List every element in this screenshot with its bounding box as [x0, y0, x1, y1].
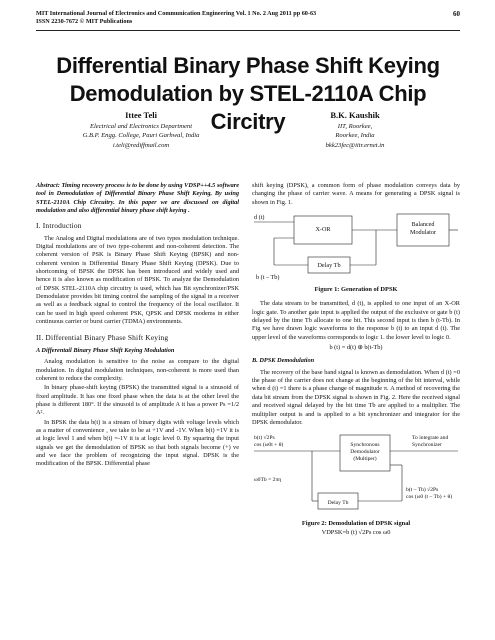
fig1-input-label: d (t) — [254, 214, 265, 222]
fig2-delay-label: Delay Tb — [327, 500, 349, 507]
fig1-xor-label: X-OR — [315, 226, 331, 234]
equation: b (t) = d(t) ⊕ b(t-Tb) — [329, 344, 383, 352]
left-column — [36, 182, 239, 470]
journal-header — [36, 10, 460, 26]
body-paragraph: The data stream to be transmitted, d (t), is applied to one input of an X-OR logic gate. To another gate input is applied the output of the exclusive or gate b (t) delayed by the time Tb allocate to one bit. This second input is then b (t-Tb). In Fig we have drawn logic waveforms to the response b (t) to an input d (t). The upper level of the waveforms corresponds to logic 1. the lower level to logic 0. — [252, 300, 460, 341]
fig2-block-label: (Multiper) — [353, 456, 377, 463]
fig1-feedback-label: b (t – Tb) — [256, 274, 280, 282]
author-dept: Electrical and Electronics Department — [89, 122, 193, 130]
fig2-condition-label: ω0Tb = 2πη — [254, 477, 282, 484]
figure-1-dpsk-generator — [252, 210, 460, 298]
fig2-block-label: Synchronous — [350, 442, 380, 449]
fig2-input-label: b(t) √2Ps — [254, 435, 275, 442]
body-paragraph: In binary phase-shift keying (BPSK) the transmitted signal is a sinusoid of fixed amplitude. It has one fixed phase when the data is at the other level the phase is different 180°. If the sinusoid is of amplitude A it has a power Ps =1/2 A². — [36, 384, 239, 417]
fig2-delayed-label: cos (ω0 (t – Tb) + θ) — [406, 494, 453, 501]
body-paragraph: Analog modulation is sensitive to the noise as compare to the digital modulation. In digital modulation techniques, non-coherent is more used than coherent to reduce the complexity. — [36, 358, 239, 382]
author-org: G.B.P. Engg. College, Pauri Garhwal, India — [82, 132, 200, 139]
title-line-1: Differential Binary Phase Shift Keying — [56, 53, 440, 78]
author-block-2 — [250, 111, 460, 150]
page-number: 60 — [453, 10, 460, 18]
body-paragraph: shift keying (DPSK), a common form of phase modulation conveys data by changing the phase of carrier wave. A means for generating a DPSK signal is shown in Fig. 1. — [252, 182, 460, 206]
author-dept: IIT, Roorkee, — [337, 122, 373, 130]
author-email: i.teli@rediffmail.com — [112, 141, 170, 149]
body-paragraph: The recovery of the base band signal is known as demodulation. When d (t) =0 the phase of the carrier does not change at the beginning of the bit interval, while when d (t) =1 there is a phase change of magnitude π. A method of recovering the data bit stream from the DPSK signal is shown in Fig. 2. Here the received signal and received signal delayed by the bit time Tb are applied to a multiplier. The multiplier output is and is applied to a bit synchronizer and integrator for the DPSK demodulator. — [252, 368, 460, 426]
author-email: bkk23fec@iitr.ernet.in — [325, 141, 385, 149]
journal-citation: MIT International Journal of Electronics and Communication Engineering Vol. 1 No. 2 Aug 2011 pp 60-63 — [36, 10, 317, 17]
intro-paragraph: The Analog and Digital modulations are of two types modulation technique. Digital modulations are of two type-coherent and non-coherent detection. The coherent version of PSK is Binary Phase Shift Keying (BPSK) and non-coherent version is Differential Binary Phase Shift Keying (DPSK). Due to shortcoming of BPSK the DPSK has been introduced and widely used and hence it is also known as modification of BPSK. To analyze the Demodulation of DPSK STEL-2110A chip circuitry is used, which has Bit synchronizer/PSK Demodulator provides bit timing control the sampling of the signal in a receiver as well as a feedback signal to control the frequency of the local oscillator. It can be used in high speed coherent PSK, QPSK and DPSK modems in either continuous carrier or burst carrier (TDMA) environments. — [36, 234, 239, 326]
abstract-text: Timing recovery process is to be done by using VDSP++4.5 software tool in Demodulation of Differential Binary Phase Shift Keying, By using STEL-2110A Chip Circuitry. In this paper we are discussed on digital modulation and also differential binary phase shift keying . — [36, 182, 239, 215]
figure-2-equation: VDPSK=b (t) √2Ps cos ω0 — [321, 528, 391, 536]
journal-issn: ISSN 2230-7672 © MIT Publications — [36, 18, 133, 25]
author-name: Ittee Teli — [125, 110, 157, 120]
fig2-output-label: To integrate and — [412, 435, 449, 442]
abstract-label: Abstract: — [36, 182, 60, 189]
header-rule — [36, 30, 460, 31]
right-column — [252, 182, 460, 537]
figure-1-caption: Figure 1: Generation of DPSK — [314, 286, 398, 294]
figure-2-dpsk-demodulator — [252, 431, 460, 519]
figure-2-caption: Figure 2: Demodulation of DPSK signal — [301, 520, 411, 528]
fig2-output-label: Synchronizer — [412, 442, 442, 449]
subsection-heading-modulation: A Differentail Binary Phase Shift Keying Modulation — [36, 346, 175, 354]
fig1-delay-label: Delay Tb — [317, 262, 341, 270]
section-heading-introduction: I. Introduction — [36, 221, 82, 231]
section-heading-dbpsk: II. Differential Binary Phase Shift Keying — [36, 332, 169, 342]
author-block-1 — [36, 111, 246, 150]
title-line-2: Demodulation by STEL-2110A Chip Circitry — [69, 81, 427, 134]
body-paragraph: In BPSK the data b(t) is a stream of binary digits with voltage levels which as a matter of convenience , we take to be at +1V and -1V. When b(t) =1V it is at logic level 1 and when b(t) =-1V it is at logic level 0. By squaring the input signals we get the demodulation of BPSK so that both signals become (+) ve and we face the problem of recognizing the input signal. DPSK is the modification of the BPSK. Differential phase — [36, 418, 239, 468]
fig2-delayed-label: b(t – Tb) √2Ps — [406, 487, 439, 494]
subsection-heading-demodulation: B. DPSK Demodulation — [252, 357, 315, 365]
author-org: Roorkee, India — [335, 132, 375, 139]
author-name: B.K. Kaushik — [330, 110, 380, 120]
fig2-input-label: cos (ω0t + θ) — [254, 442, 284, 449]
fig2-block-label: Demodulator — [350, 449, 380, 456]
fig1-modulator-label: Balanced — [411, 221, 435, 229]
fig1-modulator-label: Modulator — [409, 229, 437, 237]
abstract — [36, 182, 239, 215]
